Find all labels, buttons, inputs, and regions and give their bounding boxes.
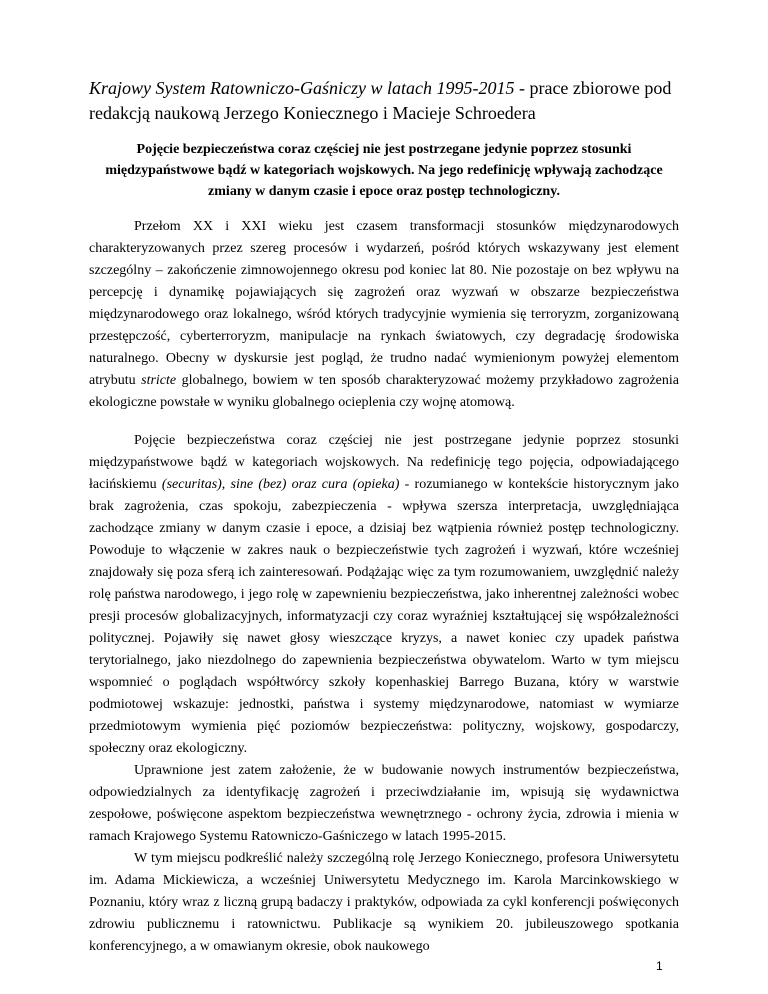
title-italic: Krajowy System Ratowniczo-Gaśniczy w latach 1995-2015 (89, 78, 515, 98)
paragraph-2-italic: (securitas), sine (bez) oraz cura (opieka) (161, 477, 400, 492)
paragraph-1-italic: stricte (141, 373, 177, 388)
paragraph-1-part-b: globalnego, bowiem w ten sposób charakteryzować możemy przykładowo zagrożenia ekologiczne powstałe w wyniku globalnego ocieplenia czy wojnę atomową. (89, 373, 679, 410)
paragraph-3: Uprawnione jest zatem założenie, że w budowanie nowych instrumentów bezpieczeństwa, odpowiedzialnych za identyfikację zagrożeń i przeciwdziałanie im, wpisują się wydawnictwa zespołowe, poświęcone aspektom bezpieczeństwa wewnętrznego - ochrony życia, zdrowia i mienia w ramach Krajowego Systemu Ratowniczo-Gaśniczego w latach 1995-2015. (89, 763, 679, 844)
paragraph-2-part-b: - rozumianego w kontekście historycznym jako brak zagrożenia, czas spokoju, zabezpieczenia - wpływa szersza interpretacja, uwzględniająca zachodzące zmiany w danym czasie i epoce, a dzisiaj bez wątpienia również postęp technologiczny. Powoduje to włączenie w zakres nauk o bezpieczeństwie tych zagrożeń i wyzwań, które wcześniej znajdowały się poza sferą ich zainteresowań. Podążając więc za tym rozumowaniem, uwzględnić należy rolę państwa narodowego, i jego rolę w zapewnieniu bezpieczeństwa, jako inherentnej zależności wobec presji procesów globalizacyjnych, informatyzacji czy coraz wyraźniej kształtującej się współzależności politycznej. Pojawiły się nawet głosy wieszczące kryzys, a nawet koniec czy upadek państwa terytorialnego, jako niezdolnego do zapewnienia bezpieczeństwa obywatelom. Warto w tym miejscu wspomnieć o poglądach współtwórcy szkoły kopenhaskiej Barrego Buzana, który w warstwie podmiotowej wskazuje: jednostki, państwa i systemy międzynarodowe, natomiast w wymiarze przedmiotowym wymienia pięć poziomów bezpieczeństwa: polityczny, wojskowy, gospodarczy, społeczny oraz ekologiczny. (89, 477, 679, 756)
document-page (89, 76, 679, 958)
page-number: 1 (656, 959, 663, 973)
lead-paragraph: Pojęcie bezpieczeństwa coraz częściej nie jest postrzegane jedynie poprzez stosunki międzypaństwowe bądź w kategoriach wojskowych. Na jego redefinicję wpływają zachodzące zmiany w danym czasie i epoce oraz postęp technologiczny. (105, 142, 663, 199)
paragraph-2-part-a: Pojęcie bezpieczeństwa coraz częściej nie jest postrzegane jedynie poprzez stosunki międzypaństwowe bądź w kategoriach wojskowych. Na redefinicję tego pojęcia, odpowiadającego łacińskiemu (89, 433, 679, 492)
document-title (89, 76, 679, 126)
paragraph-1 (89, 216, 679, 414)
paragraph-4: W tym miejscu podkreślić należy szczególną rolę Jerzego Koniecznego, profesora Uniwersytetu im. Adama Mickiewicza, a wcześniej Uniwersytetu Medycznego im. Karola Marcinkowskiego w Poznaniu, który wraz z liczną grupą badaczy i praktyków, odpowiada za cykl konferencji poświęconych zdrowiu publicznemu i ratownictwu. Publikacje są wynikiem 20. jubileuszowego spotkania konferencyjnego, a w omawianym okresie, obok naukowego (89, 851, 679, 954)
paragraph-1-part-a: Przełom XX i XXI wieku jest czasem transformacji stosunków międzynarodowych charakteryzowanych przez szereg procesów i wydarzeń, pośród których wskazywany jest element szczególny – zakończenie zimnowojennego okresu pod koniec lat 80. Nie pozostaje on bez wpływu na percepcję i dynamikę pojawiających się zagrożeń oraz wyzwań w obszarze bezpieczeństwa międzynarodowego oraz lokalnego, wśród których tradycyjnie wymienia się terroryzm, zorganizowaną przestępczość, cyberterroryzm, manipulacje na rynkach światowych, czy degradację środowiska naturalnego. Obecny w dyskursie jest pogląd, że trudno nadać wymienionym powyżej elementom atrybutu (89, 219, 679, 388)
paragraph-2 (89, 430, 679, 760)
title-rest: - prace zbiorowe pod redakcją naukową Jerzego Koniecznego i Macieje Schroedera (89, 78, 672, 123)
